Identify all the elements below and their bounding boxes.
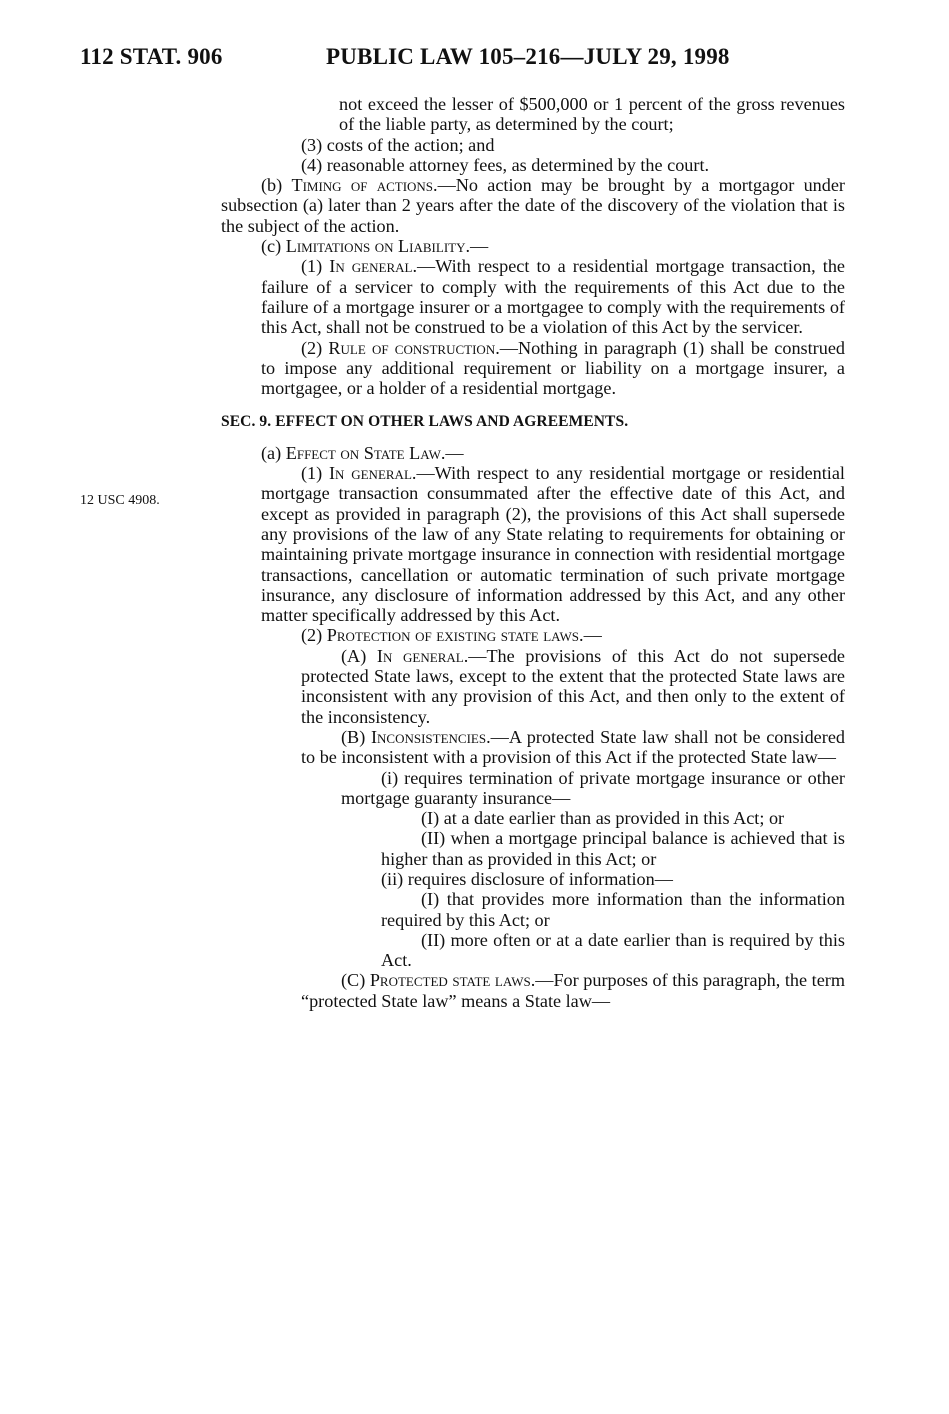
paragraph-text: .— <box>465 236 489 257</box>
paragraph-label: (b) <box>261 175 292 196</box>
paragraph-label: (c) <box>261 236 286 257</box>
paragraph-heading: Protected state laws <box>369 970 531 991</box>
paragraph: (II) when a mortgage principal balance is achieved that is higher than as provided in this Act; or <box>381 828 845 869</box>
paragraph <box>221 175 845 236</box>
paragraph-label: (2) <box>301 625 327 646</box>
paragraph-text: .—The provisions of this Act do not supersede protected State laws, except to the extent that the protected State laws are inconsistent with any provision of this Act, and then only to the extent of the inconsistency. <box>301 645 846 727</box>
body-text <box>221 94 845 1011</box>
page-number: 112 STAT. 906 <box>80 44 223 69</box>
paragraph-heading: Limitations on Liability <box>285 236 466 257</box>
paragraph-text: .— <box>579 625 602 646</box>
paragraph-heading: Effect on State Law <box>285 442 441 463</box>
paragraph-text: .— <box>440 442 464 463</box>
paragraph <box>221 236 845 256</box>
paragraph-text: .—With respect to a residential mortgage transaction, the failure of a servicer to comply with the requirements of this Act due to the failure of a mortgage insurer or a mortgagee to comply with the requirements of this Act, shall not be construed to be a violation of this Act by the servicer. <box>261 256 845 338</box>
paragraph-text: .—Nothing in paragraph (1) shall be construed to impose any additional requirement or liability on a mortgage insurer, a mortgagee, or a holder of a residential mortgage. <box>261 337 845 399</box>
paragraph-text: .—With respect to any residential mortgage or residential mortgage transaction consummated after the effective date of this Act, and except as provided in paragraph (2), the provisions of this Act shall supersede any provisions of the law of any State relating to requirements for obtaining or maintaining private mortgage insurance in connection with residential mortgage transactions, cancellation or automatic termination of such private mortgage insurance, any disclosure of information addressed by this Act, and any other matter specifically addressed by this Act. <box>261 463 845 626</box>
paragraph: (I) at a date earlier than as provided in this Act; or <box>421 808 785 829</box>
paragraph <box>221 970 845 1011</box>
paragraph <box>221 443 845 463</box>
paragraph-label: (a) <box>261 442 286 463</box>
paragraph: (3) costs of the action; and <box>301 134 495 155</box>
paragraph-label: (1) <box>301 463 329 484</box>
paragraph-text: .—No action may be brought by a mortgagor under subsection (a) later than 2 years after the date of the discovery of the violation that is the subject of the action. <box>221 175 845 236</box>
paragraph: (ii) requires disclosure of information— <box>381 868 673 889</box>
paragraph: (4) reasonable attorney fees, as determined by the court. <box>301 154 710 175</box>
paragraph <box>221 338 845 399</box>
paragraph <box>221 646 845 727</box>
paragraph: (II) more often or at a date earlier than is required by this Act. <box>381 929 845 971</box>
margin-citation: 12 USC 4908. <box>80 493 160 508</box>
paragraph-label: (2) <box>301 337 329 358</box>
paragraph <box>221 463 845 625</box>
paragraph-text: .—For purposes of this paragraph, the term “protected State law” means a State law— <box>301 970 845 1011</box>
paragraph <box>221 727 845 768</box>
paragraph-label: (1) <box>301 256 330 277</box>
paragraph: (i) requires termination of private mortgage insurance or other mortgage guaranty insurance— <box>341 767 845 808</box>
paragraph: (I) that provides more information than the information required by this Act; or <box>381 889 845 930</box>
paragraph-heading: Inconsistencies <box>370 726 487 747</box>
paragraph-heading: In general <box>329 256 413 277</box>
paragraph-label: (A) <box>341 645 377 666</box>
paragraph: not exceed the lesser of $500,000 or 1 percent of the gross revenues of the liable party, as determined by the court; <box>339 94 845 135</box>
paragraph-heading: In general <box>376 645 464 666</box>
paragraph-heading: In general <box>329 463 412 484</box>
paragraph-heading: Protection of existing state laws <box>326 625 580 646</box>
paragraph-heading: Rule of construction <box>328 337 496 358</box>
paragraph <box>221 625 845 645</box>
section-heading: SEC. 9. EFFECT ON OTHER LAWS AND AGREEMENTS. <box>221 413 629 431</box>
paragraph-text: .—A protected State law shall not be considered to be inconsistent with a provision of this Act if the protected State law— <box>301 726 845 768</box>
paragraph <box>221 256 845 337</box>
running-head: PUBLIC LAW 105–216—JULY 29, 1998 <box>326 44 730 69</box>
paragraph-heading: Timing of actions <box>291 175 434 196</box>
paragraph-label: (B) <box>341 726 371 747</box>
paragraph-label: (C) <box>341 970 370 991</box>
